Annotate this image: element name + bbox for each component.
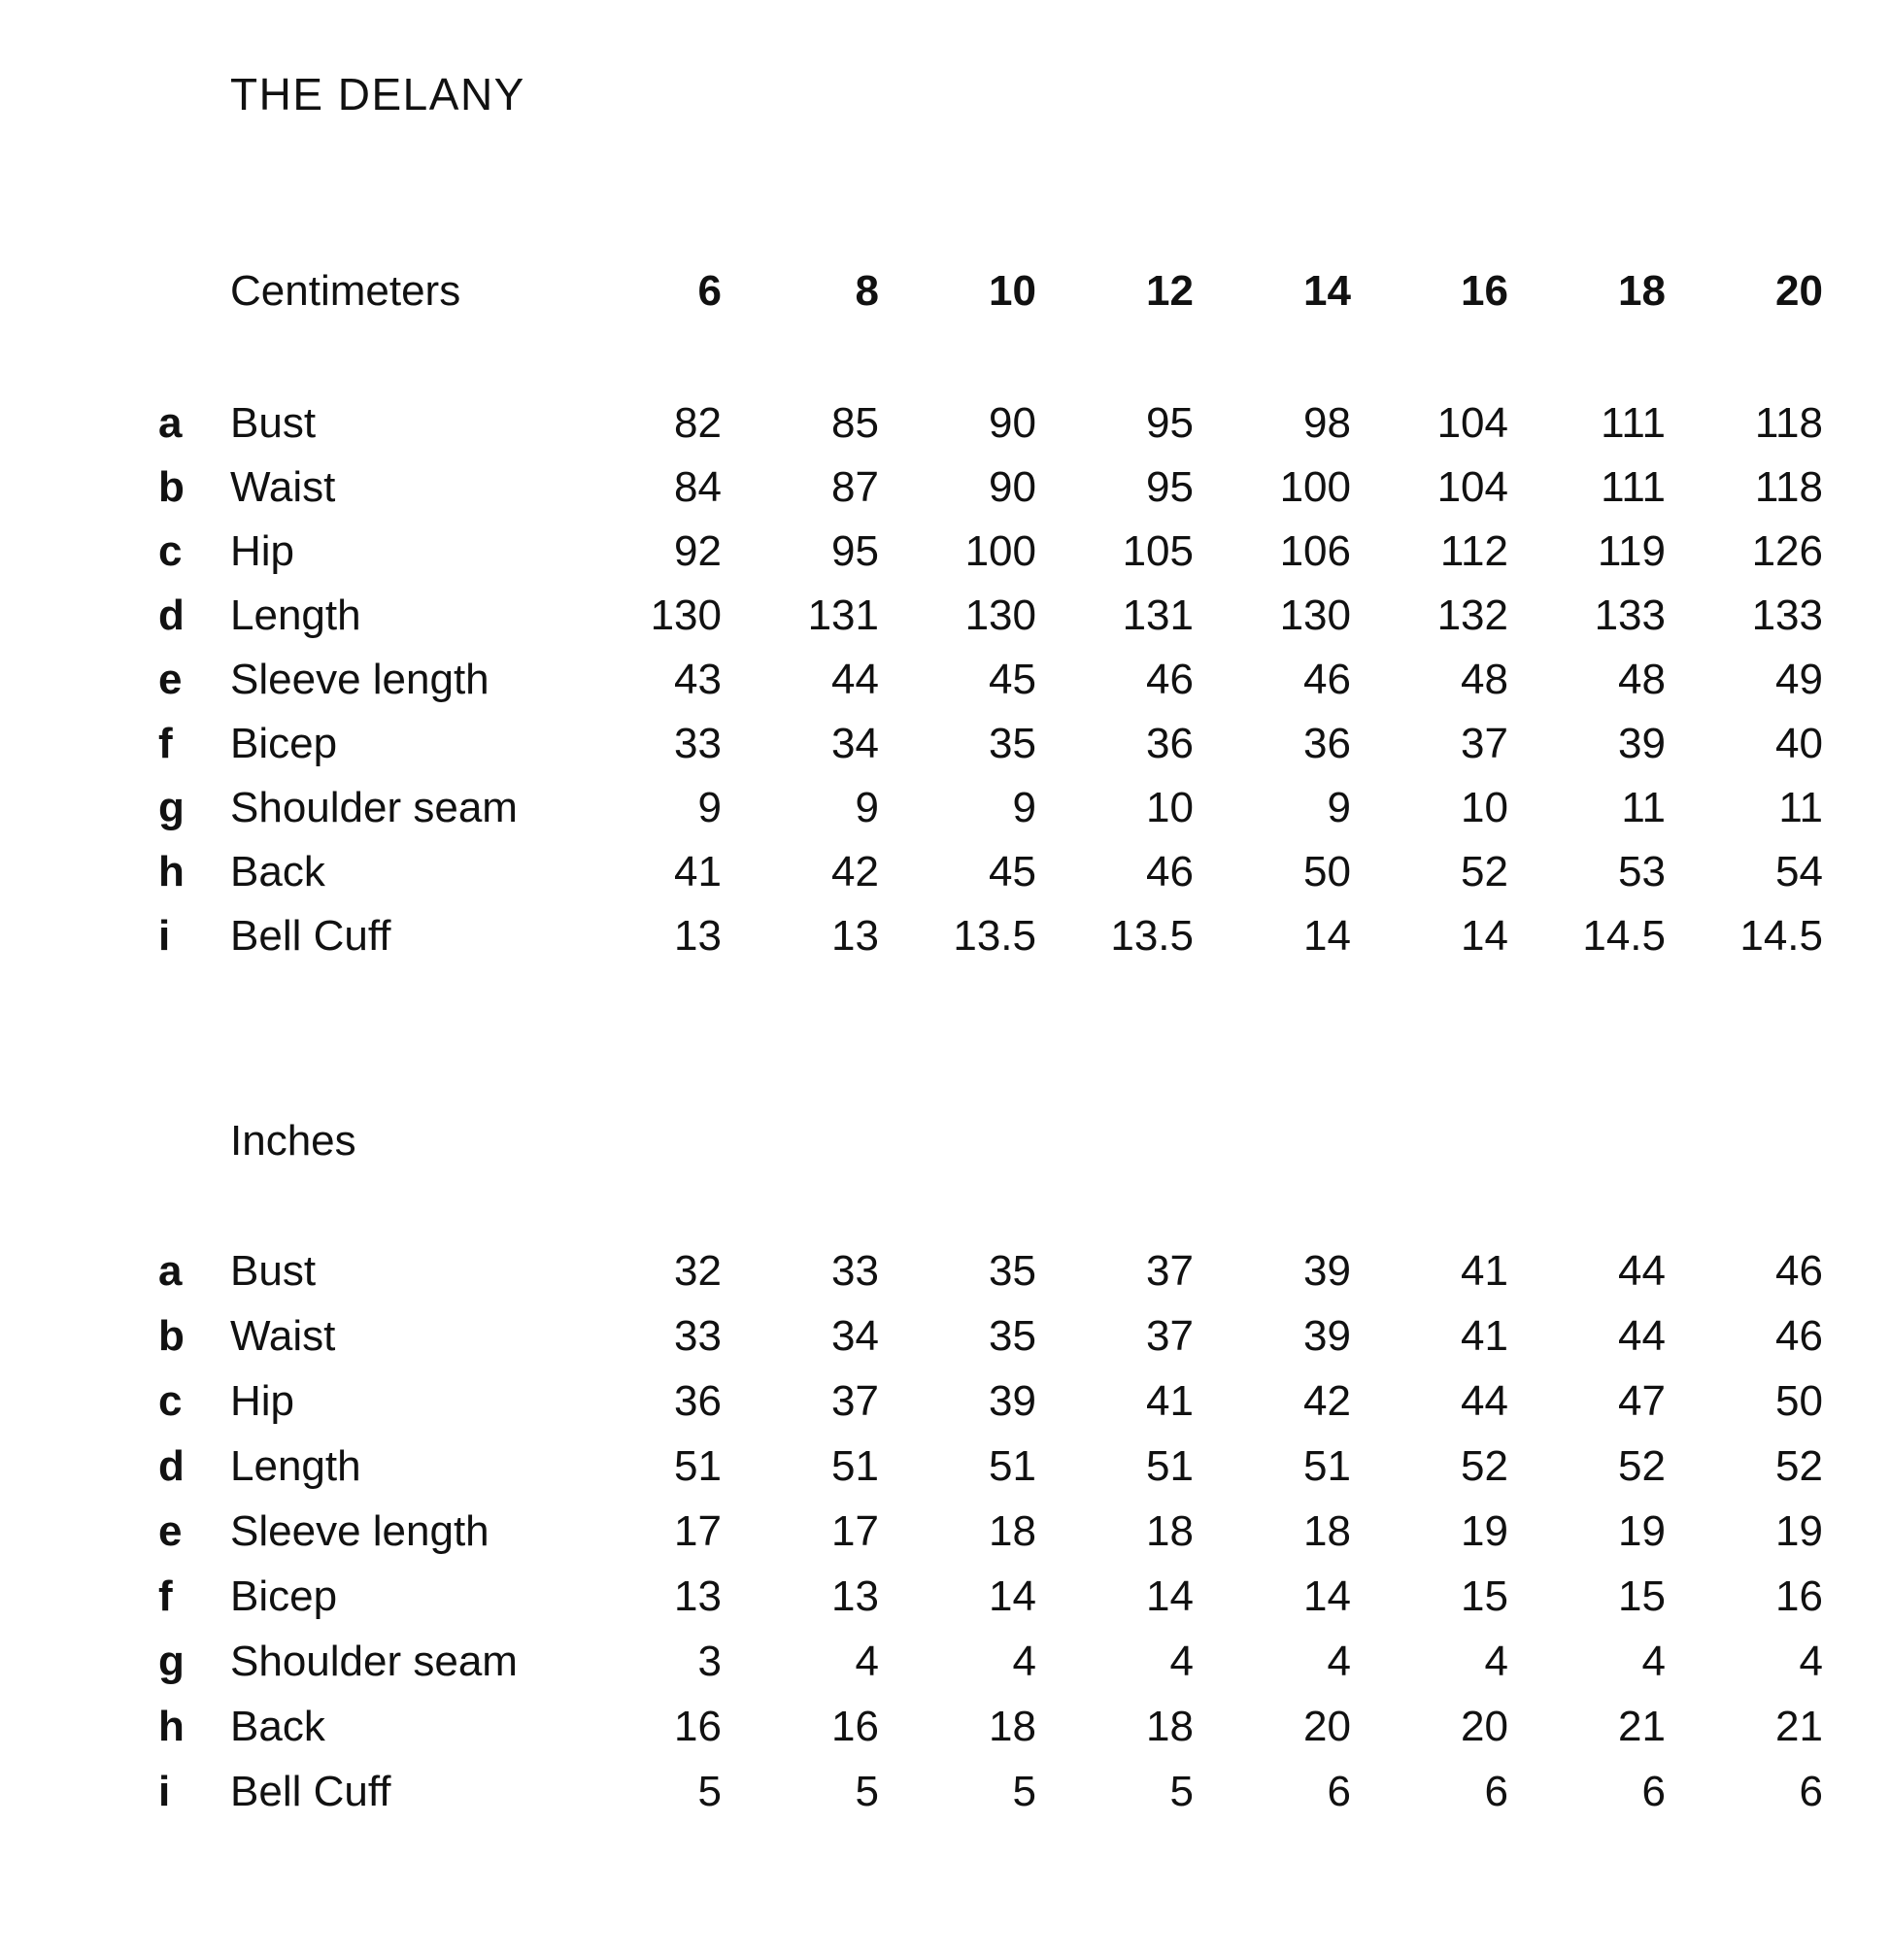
measurement-row	[158, 904, 1823, 968]
row-letter: a	[158, 399, 183, 447]
measurement-value: 111	[1601, 463, 1666, 511]
row-label: Bust	[230, 1246, 317, 1295]
measurement-value: 14.5	[1582, 912, 1666, 960]
measurement-row	[158, 584, 1823, 648]
measurement-value: 46	[1775, 1311, 1823, 1360]
measurement-row	[158, 648, 1823, 712]
measurement-value: 51	[989, 1441, 1036, 1490]
measurement-value: 36	[1146, 720, 1194, 767]
measurement-value: 53	[1618, 848, 1666, 896]
row-letter: a	[158, 1246, 183, 1295]
row-label: Shoulder seam	[230, 1637, 518, 1685]
measurement-value: 54	[1775, 848, 1823, 896]
measurement-value: 4	[1799, 1637, 1823, 1685]
measurement-value: 35	[989, 1311, 1036, 1360]
measurement-value: 44	[831, 656, 879, 703]
measurement-value: 104	[1436, 399, 1508, 447]
size-column-header: 8	[855, 267, 879, 315]
measurement-value: 15	[1618, 1571, 1666, 1620]
measurement-value: 5	[1012, 1767, 1036, 1815]
measurement-value: 100	[964, 527, 1036, 575]
measurement-value: 13.5	[1110, 912, 1194, 960]
measurement-value: 14.5	[1739, 912, 1823, 960]
measurement-value: 33	[674, 720, 722, 767]
unit-label-centimeters: Centimeters	[230, 267, 461, 315]
measurement-value: 18	[1146, 1506, 1194, 1555]
size-column-header: 20	[1775, 267, 1823, 315]
measurement-value: 18	[1146, 1702, 1194, 1750]
measurement-value: 17	[674, 1506, 722, 1555]
measurement-value: 44	[1461, 1376, 1508, 1425]
centimeters-header-row	[158, 259, 1823, 323]
measurement-value: 42	[831, 848, 879, 896]
measurement-value: 13	[674, 1571, 722, 1620]
measurement-value: 16	[674, 1702, 722, 1750]
measurement-row	[158, 1434, 1823, 1499]
measurement-value: 13.5	[953, 912, 1036, 960]
measurement-value: 130	[650, 591, 722, 639]
measurement-value: 52	[1461, 848, 1508, 896]
measurement-value: 13	[831, 912, 879, 960]
measurement-value: 33	[674, 1311, 722, 1360]
measurement-value: 14	[1146, 1571, 1194, 1620]
measurement-row	[158, 712, 1823, 776]
measurement-value: 126	[1751, 527, 1823, 575]
measurement-row	[158, 1759, 1823, 1824]
measurement-value: 20	[1303, 1702, 1351, 1750]
measurement-value: 37	[831, 1376, 879, 1425]
row-label: Bicep	[230, 720, 338, 767]
measurement-value: 51	[831, 1441, 879, 1490]
page-title: THE DELANY	[230, 69, 525, 119]
unit-label-inches: Inches	[230, 1117, 356, 1165]
measurement-value: 118	[1754, 399, 1823, 447]
measurement-value: 133	[1751, 591, 1823, 639]
measurement-value: 119	[1597, 527, 1666, 575]
measurement-value: 44	[1618, 1311, 1666, 1360]
measurement-value: 14	[1461, 912, 1508, 960]
measurement-value: 132	[1436, 591, 1508, 639]
measurement-value: 41	[674, 848, 722, 896]
row-label: Shoulder seam	[230, 784, 518, 831]
measurement-value: 39	[1618, 720, 1666, 767]
measurement-value: 4	[1641, 1637, 1666, 1685]
row-letter: g	[158, 1637, 185, 1685]
measurement-value: 46	[1146, 848, 1194, 896]
measurement-value: 5	[855, 1767, 879, 1815]
measurement-value: 21	[1618, 1702, 1666, 1750]
measurement-value: 98	[1303, 399, 1351, 447]
row-label: Hip	[230, 527, 295, 575]
measurement-value: 18	[989, 1506, 1036, 1555]
centimeters-rows	[158, 391, 1823, 968]
measurement-value: 42	[1303, 1376, 1351, 1425]
measurement-value: 52	[1775, 1441, 1823, 1490]
measurement-value: 52	[1461, 1441, 1508, 1490]
measurement-value: 131	[1122, 591, 1194, 639]
measurement-row	[158, 840, 1823, 904]
measurement-value: 41	[1461, 1311, 1508, 1360]
measurement-value: 6	[1799, 1767, 1823, 1815]
measurement-row	[158, 1629, 1823, 1694]
measurement-value: 35	[989, 1246, 1036, 1295]
measurement-row	[158, 1238, 1823, 1303]
measurement-value: 11	[1621, 784, 1666, 831]
measurement-value: 48	[1461, 656, 1508, 703]
measurement-value: 14	[989, 1571, 1036, 1620]
measurement-value: 11	[1778, 784, 1823, 831]
measurement-value: 10	[1461, 784, 1508, 831]
measurement-value: 133	[1594, 591, 1666, 639]
measurement-value: 19	[1461, 1506, 1508, 1555]
measurement-value: 34	[831, 720, 879, 767]
measurement-value: 41	[1461, 1246, 1508, 1295]
measurement-value: 9	[855, 784, 879, 831]
measurement-value: 6	[1327, 1767, 1351, 1815]
row-label: Sleeve length	[230, 1506, 489, 1555]
measurement-value: 37	[1146, 1311, 1194, 1360]
measurement-row	[158, 456, 1823, 520]
row-letter: d	[158, 591, 185, 639]
measurement-value: 95	[831, 527, 879, 575]
measurement-value: 18	[989, 1702, 1036, 1750]
measurement-value: 95	[1146, 399, 1194, 447]
measurement-value: 4	[855, 1637, 879, 1685]
row-label: Bicep	[230, 1571, 338, 1620]
size-column-header: 6	[697, 267, 722, 315]
row-label: Sleeve length	[230, 656, 489, 703]
measurement-value: 5	[1169, 1767, 1194, 1815]
measurement-value: 50	[1303, 848, 1351, 896]
measurement-value: 15	[1461, 1571, 1508, 1620]
measurement-value: 14	[1303, 912, 1351, 960]
measurement-value: 45	[989, 848, 1036, 896]
row-letter: e	[158, 1506, 183, 1555]
measurement-value: 33	[831, 1246, 879, 1295]
row-letter: c	[158, 1376, 183, 1425]
measurement-value: 34	[831, 1311, 879, 1360]
measurement-value: 48	[1618, 656, 1666, 703]
measurement-value: 37	[1146, 1246, 1194, 1295]
measurement-value: 45	[989, 656, 1036, 703]
measurement-value: 130	[1279, 591, 1351, 639]
measurement-value: 106	[1279, 527, 1351, 575]
row-label: Waist	[230, 463, 336, 511]
measurement-value: 39	[1303, 1311, 1351, 1360]
measurement-value: 9	[1327, 784, 1351, 831]
measurement-value: 9	[697, 784, 722, 831]
measurement-row	[158, 391, 1823, 456]
measurement-value: 4	[1012, 1637, 1036, 1685]
row-label: Bell Cuff	[230, 912, 391, 960]
inches-rows	[158, 1238, 1823, 1824]
measurement-value: 90	[989, 463, 1036, 511]
measurement-value: 19	[1618, 1506, 1666, 1555]
measurement-value: 17	[831, 1506, 879, 1555]
row-label: Back	[230, 848, 325, 896]
measurement-value: 13	[831, 1571, 879, 1620]
measurement-value: 19	[1775, 1506, 1823, 1555]
row-letter: b	[158, 463, 185, 511]
measurement-value: 21	[1775, 1702, 1823, 1750]
measurement-value: 87	[831, 463, 879, 511]
size-column-header: 16	[1461, 267, 1508, 315]
measurement-value: 90	[989, 399, 1036, 447]
row-letter: b	[158, 1311, 185, 1360]
inches-header-row	[158, 1109, 1823, 1173]
measurement-value: 40	[1775, 720, 1823, 767]
measurement-value: 112	[1439, 527, 1508, 575]
measurement-value: 41	[1146, 1376, 1194, 1425]
measurement-value: 92	[674, 527, 722, 575]
row-letter: g	[158, 784, 185, 831]
row-letter: h	[158, 848, 185, 896]
measurement-value: 9	[1012, 784, 1036, 831]
row-letter: i	[158, 1767, 171, 1815]
measurement-value: 6	[1484, 1767, 1508, 1815]
measurement-value: 47	[1618, 1376, 1666, 1425]
measurement-value: 51	[1303, 1441, 1351, 1490]
size-column-header: 18	[1618, 267, 1666, 315]
measurement-value: 4	[1484, 1637, 1508, 1685]
measurement-value: 39	[989, 1376, 1036, 1425]
measurement-value: 100	[1279, 463, 1351, 511]
measurement-value: 13	[674, 912, 722, 960]
measurement-value: 105	[1122, 527, 1194, 575]
row-letter: d	[158, 1441, 185, 1490]
measurement-value: 36	[1303, 720, 1351, 767]
size-column-header: 10	[989, 267, 1036, 315]
measurement-value: 14	[1303, 1571, 1351, 1620]
row-label: Waist	[230, 1311, 336, 1360]
measurement-value: 95	[1146, 463, 1194, 511]
measurement-row	[158, 1564, 1823, 1629]
row-label: Back	[230, 1702, 325, 1750]
measurement-value: 111	[1601, 399, 1666, 447]
measurement-value: 3	[697, 1637, 722, 1685]
measurement-value: 84	[674, 463, 722, 511]
measurement-value: 51	[1146, 1441, 1194, 1490]
row-letter: c	[158, 527, 183, 575]
measurement-value: 35	[989, 720, 1036, 767]
measurement-value: 43	[674, 656, 722, 703]
measurement-value: 49	[1775, 656, 1823, 703]
measurement-value: 131	[807, 591, 879, 639]
row-letter: f	[158, 1571, 173, 1620]
measurement-value: 32	[674, 1246, 722, 1295]
measurement-value: 82	[674, 399, 722, 447]
row-label: Length	[230, 591, 361, 639]
measurement-value: 16	[831, 1702, 879, 1750]
measurement-value: 118	[1754, 463, 1823, 511]
measurement-value: 44	[1618, 1246, 1666, 1295]
measurement-value: 51	[674, 1441, 722, 1490]
measurement-row	[158, 1369, 1823, 1434]
measurement-value: 6	[1641, 1767, 1666, 1815]
row-letter: i	[158, 912, 171, 960]
measurement-value: 46	[1775, 1246, 1823, 1295]
measurement-value: 130	[964, 591, 1036, 639]
measurement-row	[158, 520, 1823, 584]
measurement-row	[158, 1499, 1823, 1564]
row-label: Length	[230, 1441, 361, 1490]
row-label: Bell Cuff	[230, 1767, 391, 1815]
measurement-value: 46	[1303, 656, 1351, 703]
measurement-value: 5	[697, 1767, 722, 1815]
row-letter: f	[158, 720, 173, 767]
measurement-value: 36	[674, 1376, 722, 1425]
measurement-value: 4	[1327, 1637, 1351, 1685]
size-column-header: 14	[1303, 267, 1351, 315]
measurement-value: 16	[1775, 1571, 1823, 1620]
measurement-row	[158, 1694, 1823, 1759]
row-label: Hip	[230, 1376, 295, 1425]
measurement-row	[158, 776, 1823, 840]
measurement-value: 39	[1303, 1246, 1351, 1295]
measurement-value: 104	[1436, 463, 1508, 511]
measurement-value: 20	[1461, 1702, 1508, 1750]
measurement-row	[158, 1303, 1823, 1369]
measurement-value: 10	[1146, 784, 1194, 831]
size-column-header: 12	[1146, 267, 1194, 315]
measurement-value: 85	[831, 399, 879, 447]
measurement-value: 52	[1618, 1441, 1666, 1490]
measurement-value: 50	[1775, 1376, 1823, 1425]
row-letter: e	[158, 656, 183, 703]
measurement-value: 4	[1169, 1637, 1194, 1685]
measurement-value: 18	[1303, 1506, 1351, 1555]
measurement-value: 46	[1146, 656, 1194, 703]
row-label: Bust	[230, 399, 317, 447]
measurement-value: 37	[1461, 720, 1508, 767]
row-letter: h	[158, 1702, 185, 1750]
